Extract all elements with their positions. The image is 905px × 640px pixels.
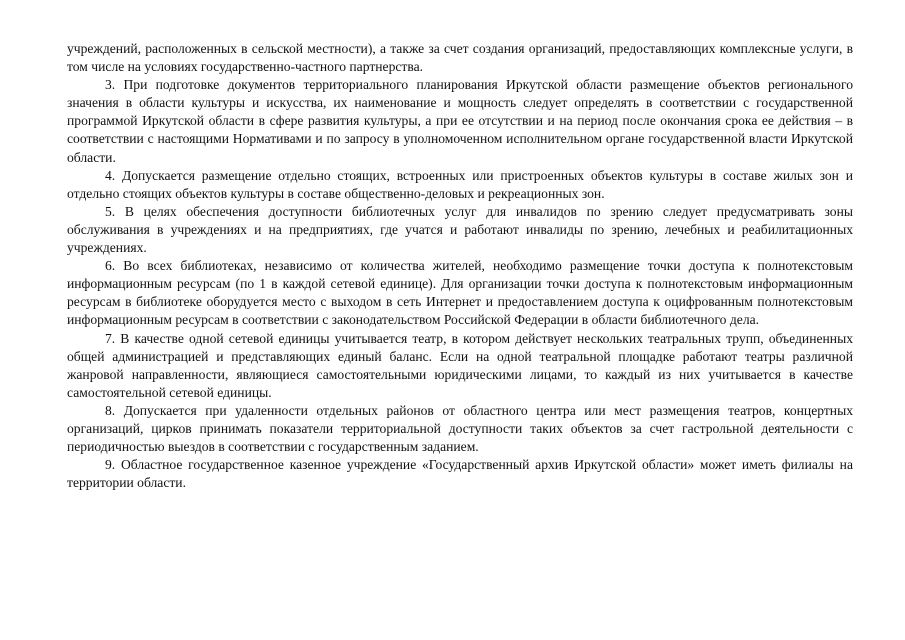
paragraph-item-8: 8. Допускается при удаленности отдельных районов от областного центра или мест размещения театров, концертных организаций, цирков принимать показатели территориальной доступности таких объектов за счет гастрольной деятельности с периодичностью выездов в соответствии с государственным заданием. [67, 402, 853, 455]
paragraph-item-7: 7. В качестве одной сетевой единицы учитывается театр, в котором действует нескольких театральных трупп, объединенных общей администрацией и представляющих единый баланс. Если на одной театральной площадке работают театры различной жанровой направленности, являющиеся самостоятельными юридическими лицами, то каждый из них учитывается в качестве самостоятельной сетевой единицы. [67, 330, 853, 400]
paragraph-item-9: 9. Областное государственное казенное учреждение «Государственный архив Иркутской области» может иметь филиалы на территории области. [67, 457, 853, 491]
paragraph-item-6: 6. Во всех библиотеках, независимо от количества жителей, необходимо размещение точки доступа к полнотекстовым информационным ресурсам (по 1 в каждой сетевой единице). Для организации точки доступа к полнотекстовым информационным ресурсам в библиотеке оборудуется место с выходом в сеть Интернет и предоставлением доступа к оцифрованным полнотекстовым информационным ресурсам в соответствии с законодательством Российской Федерации в области библиотечного дела. [67, 258, 853, 328]
paragraph-item-5: 5. В целях обеспечения доступности библиотечных услуг для инвалидов по зрению следует предусматривать зоны обслуживания в учреждениях и на предприятиях, где учатся и работают инвалиды по зрению, лечебных и реабилитационных учреждениях. [67, 203, 853, 256]
paragraph-item-4: 4. Допускается размещение отдельно стоящих, встроенных или пристроенных объектов культуры в составе жилых зон и отдельно стоящих объектов культуры в составе общественно-деловых и рекреационных зон. [67, 167, 853, 201]
paragraph-continuation: учреждений, расположенных в сельской местности), а также за счет создания организаций, предоставляющих комплексные услуги, в том числе на условиях государственно-частного партнерства. [67, 41, 853, 75]
paragraph-item-3: 3. При подготовке документов территориального планирования Иркутской области размещение объектов регионального значения в области культуры и искусства, их наименование и мощность следует определять в соответствии с государственной программой Иркутской области в сфере развития культуры, а при ее отсутствии и на период после окончания срока ее действия – в соответствии с настоящими Нормативами и по запросу в уполномоченном исполнительном органе государственной власти Иркутской области. [67, 77, 853, 165]
document-page [67, 40, 853, 492]
